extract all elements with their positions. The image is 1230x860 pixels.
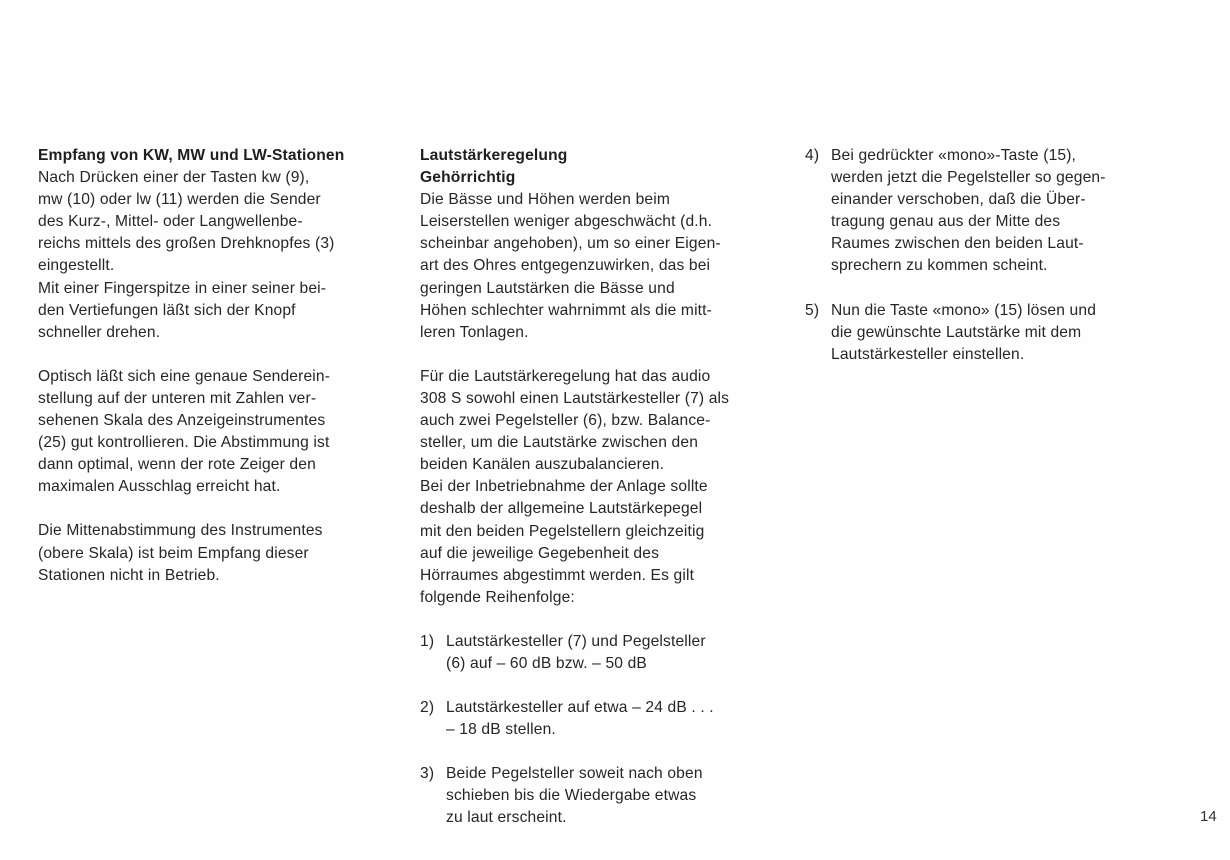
text-line: Lautstärkesteller einstellen. <box>831 345 1025 363</box>
text-line: Lautstärkesteller (7) und Pegelsteller <box>446 632 706 650</box>
text-line: den Vertiefungen läßt sich der Knopf <box>38 301 296 319</box>
step-number: 4) <box>805 147 820 164</box>
step-2 <box>420 697 780 741</box>
text-line: werden jetzt die Pegelsteller so gegen- <box>831 169 1106 187</box>
paragraph-tuning <box>38 167 388 344</box>
text-line: geringen Lautstärken die Bässe und <box>420 279 675 297</box>
text-line: – 18 dB stellen. <box>446 721 556 739</box>
step-5 <box>805 300 1165 366</box>
text-line: Bei gedrückter «mono»-Taste (15), <box>831 147 1077 164</box>
text-line: Lautstärkesteller auf etwa – 24 dB . . . <box>446 699 714 717</box>
text-line: art des Ohres entgegenzuwirken, das bei <box>420 257 711 275</box>
text-line: sehenen Skala des Anzeigeinstrumentes <box>38 412 326 430</box>
text-line: Beide Pegelsteller soweit nach oben <box>446 765 703 783</box>
paragraph-volume-controls <box>420 366 780 609</box>
text-line: Für die Lautstärkeregelung hat das audio <box>420 367 711 385</box>
text-line: (6) auf – 60 dB bzw. – 50 dB <box>446 654 647 672</box>
text-line: Leiserstellen weniger abgeschwächt (d.h. <box>420 213 713 231</box>
text-line: schneller drehen. <box>38 323 161 341</box>
section-heading-volume: Lautstärkeregelung <box>420 147 568 164</box>
text-line: die gewünschte Lautstärke mit dem <box>831 323 1082 341</box>
text-line: zu laut erscheint. <box>446 809 567 827</box>
text-line: dann optimal, wenn der rote Zeiger den <box>38 456 316 474</box>
text-line: folgende Reihenfolge: <box>420 588 575 606</box>
text-line: beiden Kanälen auszubalancieren. <box>420 456 665 474</box>
text-line: auf die jeweilige Gegebenheit des <box>420 544 660 562</box>
text-line: deshalb der allgemeine Lautstärkepegel <box>420 500 703 518</box>
text-line: (25) gut kontrollieren. Die Abstimmung ist <box>38 434 330 452</box>
text-line: Nun die Taste «mono» (15) lösen und <box>831 301 1097 319</box>
text-line: steller, um die Lautstärke zwischen den <box>420 434 699 452</box>
text-line: Die Bässe und Höhen werden beim <box>420 191 670 209</box>
step-number: 1) <box>420 632 435 650</box>
text-line: schieben bis die Wiedergabe etwas <box>446 787 697 805</box>
text-line: sprechern zu kommen scheint. <box>831 257 1048 275</box>
text-line: Bei der Inbetriebnahme der Anlage sollte <box>420 478 708 496</box>
text-line: (obere Skala) ist beim Empfang dieser <box>38 544 309 562</box>
text-line: stellung auf der unteren mit Zahlen ver- <box>38 389 317 407</box>
text-line: auch zwei Pegelsteller (6), bzw. Balance- <box>420 412 711 430</box>
text-line: Stationen nicht in Betrieb. <box>38 566 220 584</box>
text-line: Optisch läßt sich eine genaue Senderein- <box>38 367 331 385</box>
text-line: Die Mittenabstimmung des Instrumentes <box>38 522 323 540</box>
step-number: 3) <box>420 765 435 783</box>
text-line: scheinbar angehoben), um so einer Eigen- <box>420 235 721 253</box>
page-number: 14 <box>1200 808 1217 825</box>
text-line: mit den beiden Pegelstellern gleichzeitig <box>420 522 705 540</box>
text-line: Höhen schlechter wahrnimmt als die mitt- <box>420 301 712 319</box>
step-3 <box>420 763 780 829</box>
section-subheading-loudness: Gehörrichtig <box>420 169 516 187</box>
text-line: leren Tonlagen. <box>420 323 529 341</box>
text-line: maximalen Ausschlag erreicht hat. <box>38 478 281 496</box>
column-left <box>38 145 388 587</box>
paragraph-center-tuning <box>38 520 388 586</box>
paragraph-loudness <box>420 189 780 344</box>
text-line: Hörraumes abgestimmt werden. Es gilt <box>420 566 695 584</box>
column-right <box>805 145 1165 366</box>
text-line: eingestellt. <box>38 257 115 275</box>
text-line: 308 S sowohl einen Lautstärkesteller (7) als <box>420 389 730 407</box>
section-heading-reception: Empfang von KW, MW und LW-Stationen <box>38 147 345 164</box>
text-line: einander verschoben, daß die Über- <box>831 191 1086 209</box>
text-line: Mit einer Fingerspitze in einer seiner bei- <box>38 279 327 297</box>
text-line: tragung genau aus der Mitte des <box>831 213 1061 231</box>
text-line: mw (10) oder lw (11) werden die Sender <box>38 191 321 209</box>
text-line: Raumes zwischen den beiden Laut- <box>831 235 1084 253</box>
step-1 <box>420 631 780 675</box>
text-line: Nach Drücken einer der Tasten kw (9), <box>38 169 310 187</box>
paragraph-optical-tuning <box>38 366 388 499</box>
step-4 <box>805 145 1165 278</box>
step-number: 5) <box>805 301 820 319</box>
step-number: 2) <box>420 699 435 717</box>
text-line: des Kurz-, Mittel- oder Langwellenbe- <box>38 213 303 231</box>
text-line: reichs mittels des großen Drehknopfes (3) <box>38 235 335 253</box>
column-middle <box>420 145 780 830</box>
